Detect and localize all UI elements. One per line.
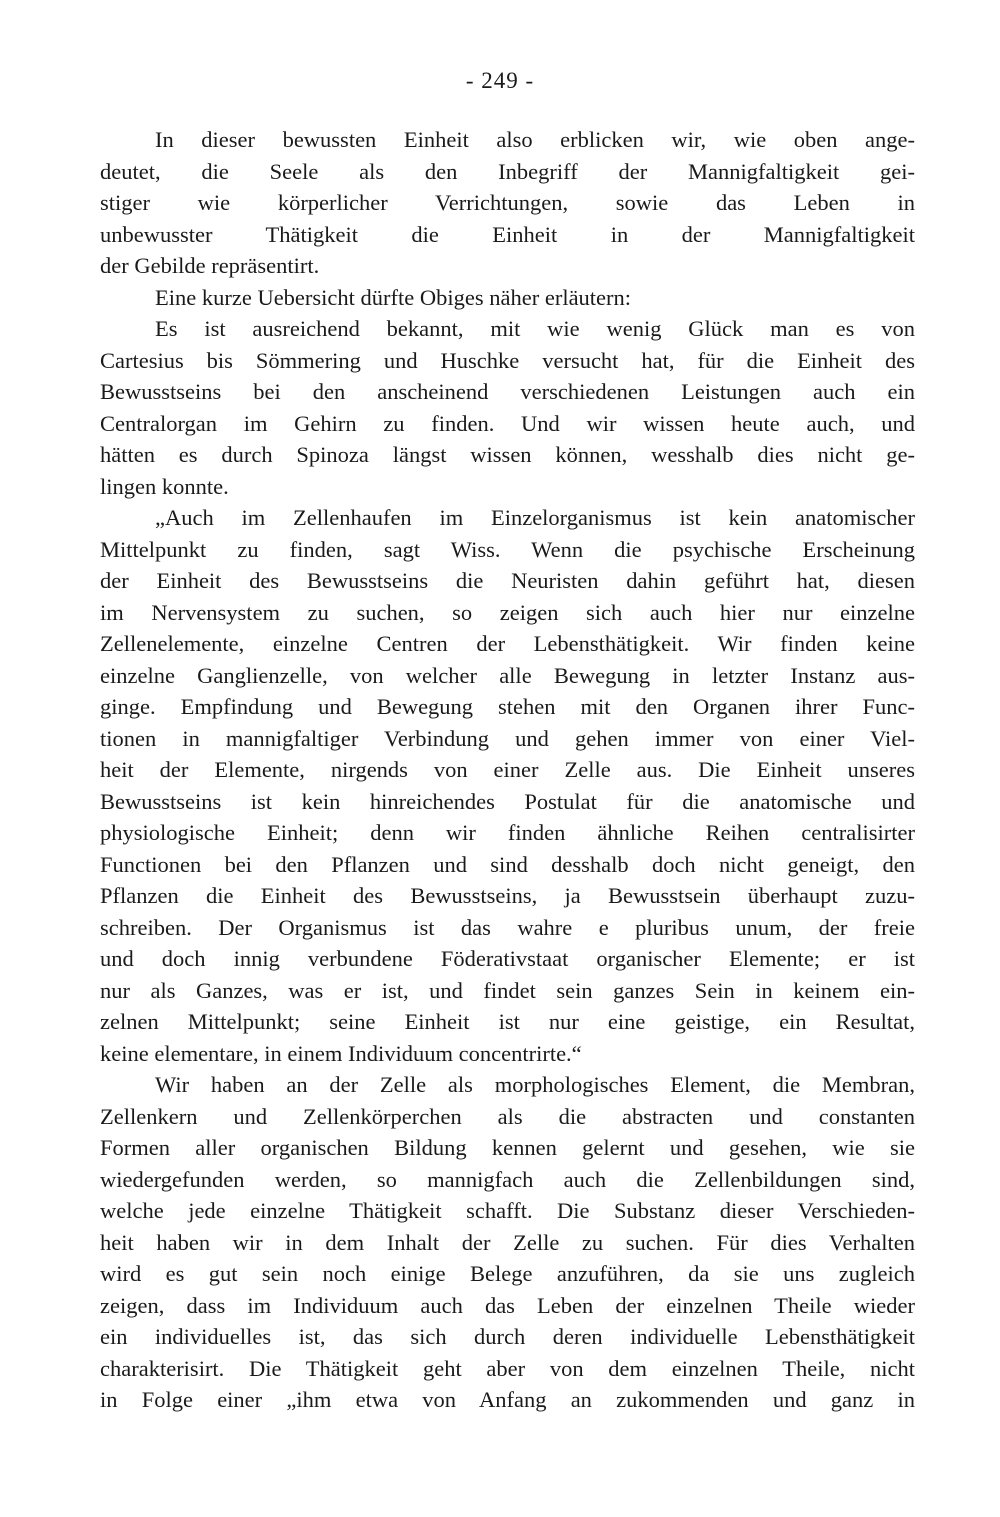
text-line: Centralorgan im Gehirn zu finden. Und wir wissen heute auch, und bbox=[100, 410, 915, 436]
text-line: in Folge einer „ihm etwa von Anfang an zukommenden und ganz in bbox=[100, 1387, 915, 1412]
text-line: welche jede einzelne Thätigkeit schafft. Die Substanz dieser Verschieden- bbox=[100, 1198, 915, 1223]
page-number: - 249 - bbox=[465, 68, 535, 93]
text-line: stiger wie körperlicher Verrichtungen, sowie das Leben in bbox=[100, 190, 915, 215]
text-line: Formen aller organischen Bildung kennen gelernt und gesehen, wie sie bbox=[100, 1135, 915, 1160]
text-line: heit haben wir in dem Inhalt der Zelle zu suchen. Für dies Verhalten bbox=[100, 1229, 915, 1255]
text-line: wiedergefunden werden, so mannigfach auch die Zellenbildungen sind, bbox=[100, 1166, 915, 1192]
text-line: Es ist ausreichend bekannt, mit wie wenig Glück man es von bbox=[155, 316, 915, 341]
text-line: wird es gut sein noch einige Belege anzuführen, da sie uns zugleich bbox=[100, 1261, 915, 1286]
text-line: tionen in mannigfaltiger Verbindung und gehen immer von einer Viel- bbox=[100, 725, 915, 751]
text-line: „Auch im Zellenhaufen im Einzelorganismus ist kein anatomischer bbox=[155, 505, 915, 530]
text-line: Zellenelemente, einzelne Centren der Lebensthätigkeit. Wir finden keine bbox=[100, 631, 915, 656]
text-line: der Gebilde repräsentirt. bbox=[100, 253, 320, 278]
body-text bbox=[100, 124, 915, 1416]
text-line: In dieser bewussten Einheit also erblicken wir, wie oben ange- bbox=[155, 127, 915, 152]
text-line: charakterisirt. Die Thätigkeit geht aber von dem einzelnen Theile, nicht bbox=[100, 1355, 915, 1381]
text-line: deutet, die Seele als den Inbegriff der Mannigfaltigkeit gei- bbox=[100, 158, 915, 184]
text-line: Bewusstseins ist kein hinreichendes Postulat für die anatomische und bbox=[100, 788, 915, 814]
text-line: lingen konnte. bbox=[100, 473, 229, 499]
text-line: ein individuelles ist, das sich durch deren individuelle Lebensthätigkeit bbox=[100, 1324, 915, 1349]
text-line: Mittelpunkt zu finden, sagt Wiss. Wenn die psychische Erscheinung bbox=[100, 536, 915, 562]
text-line: ginge. Empfindung und Bewegung stehen mit den Organen ihrer Func- bbox=[100, 694, 915, 719]
text-line: der Einheit des Bewusstseins die Neuristen dahin geführt hat, diesen bbox=[100, 568, 915, 593]
text-line: Eine kurze Uebersicht dürfte Obiges näher erläutern: bbox=[155, 284, 632, 310]
text-line: nur als Ganzes, was er ist, und findet sein ganzes Sein in keinem ein- bbox=[100, 977, 915, 1003]
text-line: im Nervensystem zu suchen, so zeigen sich auch hier nur einzelne bbox=[100, 599, 915, 625]
text-line: und doch innig verbundene Föderativstaat organischer Elemente; er ist bbox=[100, 946, 915, 971]
text-line: schreiben. Der Organismus ist das wahre e pluribus unum, der freie bbox=[100, 914, 915, 940]
text-line: Wir haben an der Zelle als morphologisches Element, die Membran, bbox=[155, 1072, 915, 1097]
text-line: hätten es durch Spinoza längst wissen können, wesshalb dies nicht ge- bbox=[100, 442, 915, 467]
text-line: einzelne Ganglienzelle, von welcher alle Bewegung in letzter Instanz aus- bbox=[100, 662, 915, 688]
text-line: keine elementare, in einem Individuum concentrirte.“ bbox=[100, 1040, 582, 1066]
text-line: zeigen, dass im Individuum auch das Leben der einzelnen Theile wieder bbox=[100, 1292, 915, 1318]
text-line: Pflanzen die Einheit des Bewusstseins, ja Bewusstsein überhaupt zuzu- bbox=[100, 883, 915, 908]
text-line: physiologische Einheit; denn wir finden ähnliche Reihen centralisirter bbox=[100, 820, 915, 845]
text-line: heit der Elemente, nirgends von einer Zelle aus. Die Einheit unseres bbox=[100, 757, 915, 782]
text-line: Bewusstseins bei den anscheinend verschiedenen Leistungen auch ein bbox=[100, 379, 915, 404]
text-line: Functionen bei den Pflanzen und sind desshalb doch nicht geneigt, den bbox=[100, 851, 915, 877]
text-line: Cartesius bis Sömmering und Huschke versucht hat, für die Einheit des bbox=[100, 347, 915, 373]
text-line: zelnen Mittelpunkt; seine Einheit ist nur eine geistige, ein Resultat, bbox=[100, 1009, 915, 1034]
text-line: unbewusster Thätigkeit die Einheit in der Mannigfaltigkeit bbox=[100, 221, 915, 247]
text-line: Zellenkern und Zellenkörperchen als die abstracten und constanten bbox=[100, 1103, 915, 1129]
